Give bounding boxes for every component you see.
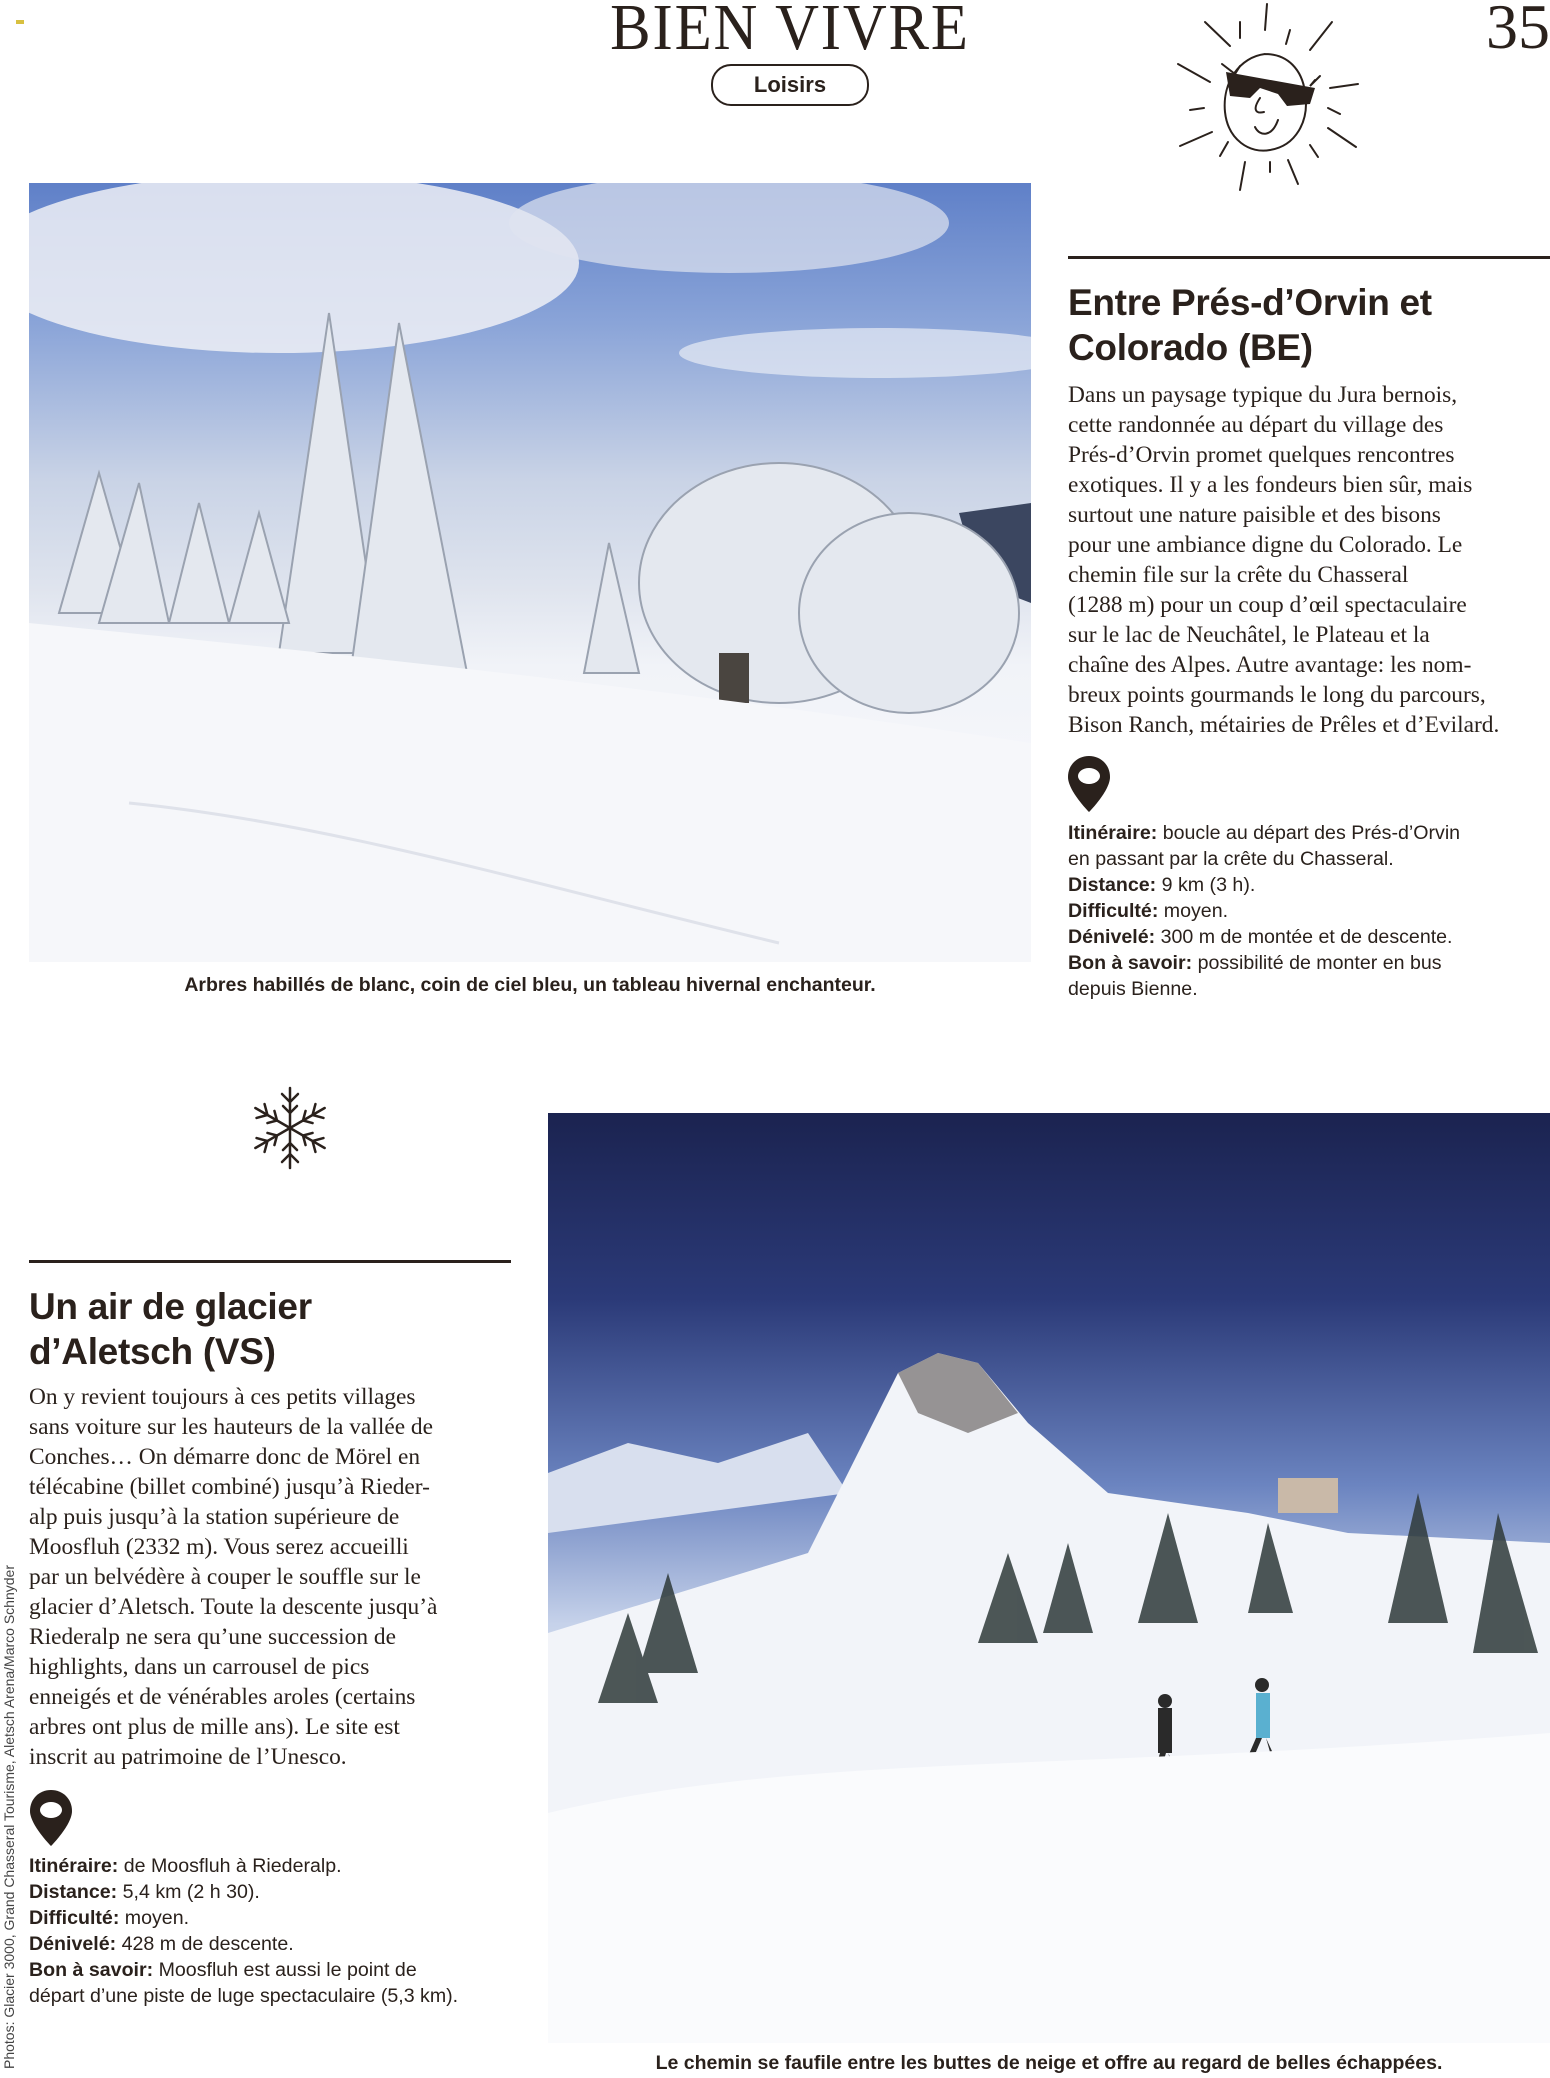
photo-hikers-snow: [548, 1113, 1550, 2043]
body-line: Prés-d’Orvin promet quelques rencontres: [1068, 442, 1455, 468]
category-badge[interactable]: Loisirs: [711, 64, 869, 106]
article-title: [1068, 280, 1432, 370]
sun-with-sunglasses-icon: [1160, 2, 1370, 192]
body-line: Riederalp ne sera qu’une succession de: [29, 1624, 396, 1650]
page-number: 35: [1486, 0, 1550, 62]
body-line: surtout une nature paisible et des bisons: [1068, 502, 1441, 528]
photo-snowy-trees: [29, 183, 1031, 962]
body-line: chaîne des Alpes. Autre avantage: les nom-: [1068, 652, 1472, 678]
article-title-line: Un air de glacier: [29, 1286, 312, 1327]
info-label: Distance:: [29, 1881, 118, 1903]
photo-caption: Le chemin se faufile entre les buttes de neige et offre au regard de belles échappées.: [655, 2052, 1443, 2074]
section-divider: [29, 1260, 511, 1263]
info-value: moyen.: [1158, 900, 1229, 922]
snowflake-icon: [245, 1084, 335, 1172]
article-title-line: Entre Prés-d’Orvin et: [1068, 282, 1432, 323]
section-title: BIEN VIVRE: [610, 0, 970, 64]
map-pin-icon: [1067, 755, 1111, 813]
registration-mark: [16, 20, 24, 24]
body-line: cette randonnée au départ du village des: [1068, 412, 1444, 438]
body-line: chemin file sur la crête du Chasseral: [1068, 562, 1409, 588]
article-title: [29, 1284, 312, 1374]
body-line: alp puis jusqu’à la station supérieure de: [29, 1504, 400, 1530]
info-value: depuis Bienne.: [1068, 978, 1198, 1000]
info-value: 428 m de descente.: [116, 1933, 294, 1955]
info-value: 9 km (3 h).: [1156, 874, 1256, 896]
body-line: breux points gourmands le long du parcours,: [1068, 682, 1486, 708]
article-title-line: Colorado (BE): [1068, 327, 1313, 368]
info-value: départ d’une piste de luge spectaculaire (5,3 km).: [29, 1985, 459, 2007]
info-value: en passant par la crête du Chasseral.: [1068, 848, 1394, 870]
body-line: highlights, dans un carrousel de pics: [29, 1654, 370, 1680]
body-line: exotiques. Il y a les fondeurs bien sûr, mais: [1068, 472, 1473, 498]
body-line: glacier d’Aletsch. Toute la descente jusqu’à: [29, 1594, 438, 1620]
body-line: On y revient toujours à ces petits villages: [29, 1384, 416, 1410]
article-body: [29, 1382, 437, 1772]
body-line: arbres ont plus de mille ans). Le site est: [29, 1714, 400, 1740]
article-title-line: d’Aletsch (VS): [29, 1331, 276, 1372]
info-label: Dénivelé:: [1068, 926, 1156, 948]
photo-credit: Photos: Glacier 3000, Grand Chasseral Tourisme, Aletsch Arena/Marco Schnyder: [1, 1565, 17, 2069]
snowy-trees-illustration: [29, 183, 1031, 962]
info-label: Itinéraire:: [29, 1855, 119, 1877]
info-value: Moosfluh est aussi le point de: [153, 1959, 417, 1981]
body-line: Dans un paysage typique du Jura bernois,: [1068, 382, 1458, 408]
body-line: Bison Ranch, métairies de Prêles et d’Evilard.: [1068, 712, 1500, 738]
info-value: boucle au départ des Prés-d’Orvin: [1157, 822, 1461, 844]
body-line: Conches… On démarre donc de Mörel en: [29, 1444, 421, 1470]
body-line: (1288 m) pour un coup d’œil spectaculaire: [1068, 592, 1467, 618]
body-line: par un belvédère à couper le souffle sur le: [29, 1564, 421, 1590]
info-label: Bon à savoir:: [1068, 952, 1193, 974]
photo-caption: Arbres habillés de blanc, coin de ciel bleu, un tableau hivernal enchanteur.: [184, 974, 876, 996]
body-line: sur le lac de Neuchâtel, le Plateau et la: [1068, 622, 1430, 648]
body-line: sans voiture sur les hauteurs de la vallée de: [29, 1414, 434, 1440]
info-label: Difficulté:: [29, 1907, 120, 1929]
info-value: 5,4 km (2 h 30).: [117, 1881, 260, 1903]
route-info: [1068, 820, 1460, 1002]
info-value: de Moosfluh à Riederalp.: [118, 1855, 342, 1877]
section-divider: [1068, 256, 1550, 259]
info-label: Difficulté:: [1068, 900, 1159, 922]
info-label: Distance:: [1068, 874, 1157, 896]
info-label: Bon à savoir:: [29, 1959, 154, 1981]
info-value: 300 m de montée et de descente.: [1155, 926, 1453, 948]
body-line: télécabine (billet combiné) jusqu’à Rieder-: [29, 1474, 430, 1500]
info-label: Itinéraire:: [1068, 822, 1158, 844]
map-pin-icon: [29, 1789, 73, 1847]
body-line: inscrit au patrimoine de l’Unesco.: [29, 1744, 347, 1770]
body-line: pour une ambiance digne du Colorado. Le: [1068, 532, 1463, 558]
info-value: possibilité de monter en bus: [1192, 952, 1442, 974]
hikers-illustration: [548, 1113, 1550, 2043]
route-info: [29, 1853, 458, 2009]
body-line: enneigés et de vénérables aroles (certains: [29, 1684, 416, 1710]
info-label: Dénivelé:: [29, 1933, 117, 1955]
info-value: moyen.: [119, 1907, 190, 1929]
article-body: [1068, 380, 1499, 740]
body-line: Moosfluh (2332 m). Vous serez accueilli: [29, 1534, 409, 1560]
